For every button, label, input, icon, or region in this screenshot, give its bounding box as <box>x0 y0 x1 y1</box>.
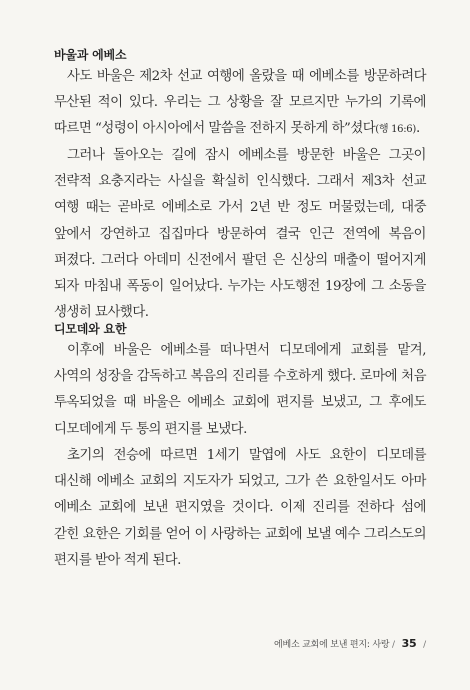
page-footer <box>274 637 426 650</box>
paragraph <box>54 443 426 574</box>
paragraph <box>54 143 426 326</box>
paragraph <box>54 338 426 443</box>
paragraph-text: 사도 바울은 제2차 선교 여행에 올랐을 때 에베소를 방문하려다 무산된 적이 있다. 우리는 그 상황을 잘 모르지만 누가의 기록에 따르면 “성령이 아시아에서 말씀을 전하지 못하게 하”셨다 <box>54 69 426 137</box>
section-heading-paul-ephesus: 바울과 에베소 <box>54 48 127 62</box>
page-number: 35 <box>401 637 417 650</box>
scripture-citation: (행 16:6) <box>375 124 416 136</box>
paragraph <box>54 64 426 144</box>
paragraph-text: 이후에 바울은 에베소를 떠나면서 디모데에게 교회를 맡겨, 사역의 성장을 감독하고 복음의 진리를 수호하게 했다. 로마에 처음 투옥되었을 때 바울은 에베소 교회에 편지를 보냈고, 그 후에도 디모데에게 두 통의 편지를 보냈다. <box>54 343 426 437</box>
section-heading-timothy-john: 디모데와 요한 <box>54 322 127 336</box>
footer-separator: / <box>423 640 426 650</box>
footer-separator: / <box>392 640 395 650</box>
paragraph-text-end: . <box>415 121 420 137</box>
paragraph-text: 그러나 돌아오는 길에 잠시 에베소를 방문한 바울은 그곳이 전략적 요충지라는 사실을 확실히 인식했다. 그래서 제3차 선교 여행 때는 곧바로 에베소로 가서 2년 반 정도 머물렀는데, 대중 앞에서 강연하고 집집마다 방문하여 결국 인근 전역에 복음이 퍼졌다. 그러다 아데미 신전에서 팔던 은 신상의 매출이 떨어지게 되자 마침내 폭동이 일어났다. 누가는 사도행전 19장에 그 소동을 생생히 묘사했다. <box>54 148 426 321</box>
running-title: 에베소 교회에 보낸 편지: 사랑 <box>273 640 390 650</box>
paragraph-text: 초기의 전승에 따르면 1세기 말엽에 사도 요한이 디모데를 대신해 에베소 교회의 지도자가 되었고, 그가 쓴 요한일서도 아마 에베소 교회에 보낸 편지였을 것이다. 이제 진리를 전하다 섬에 갇힌 요한은 기회를 얻어 이 사랑하는 교회에 보낼 예수 그리스도의 편지를 받아 적게 된다. <box>54 448 426 568</box>
